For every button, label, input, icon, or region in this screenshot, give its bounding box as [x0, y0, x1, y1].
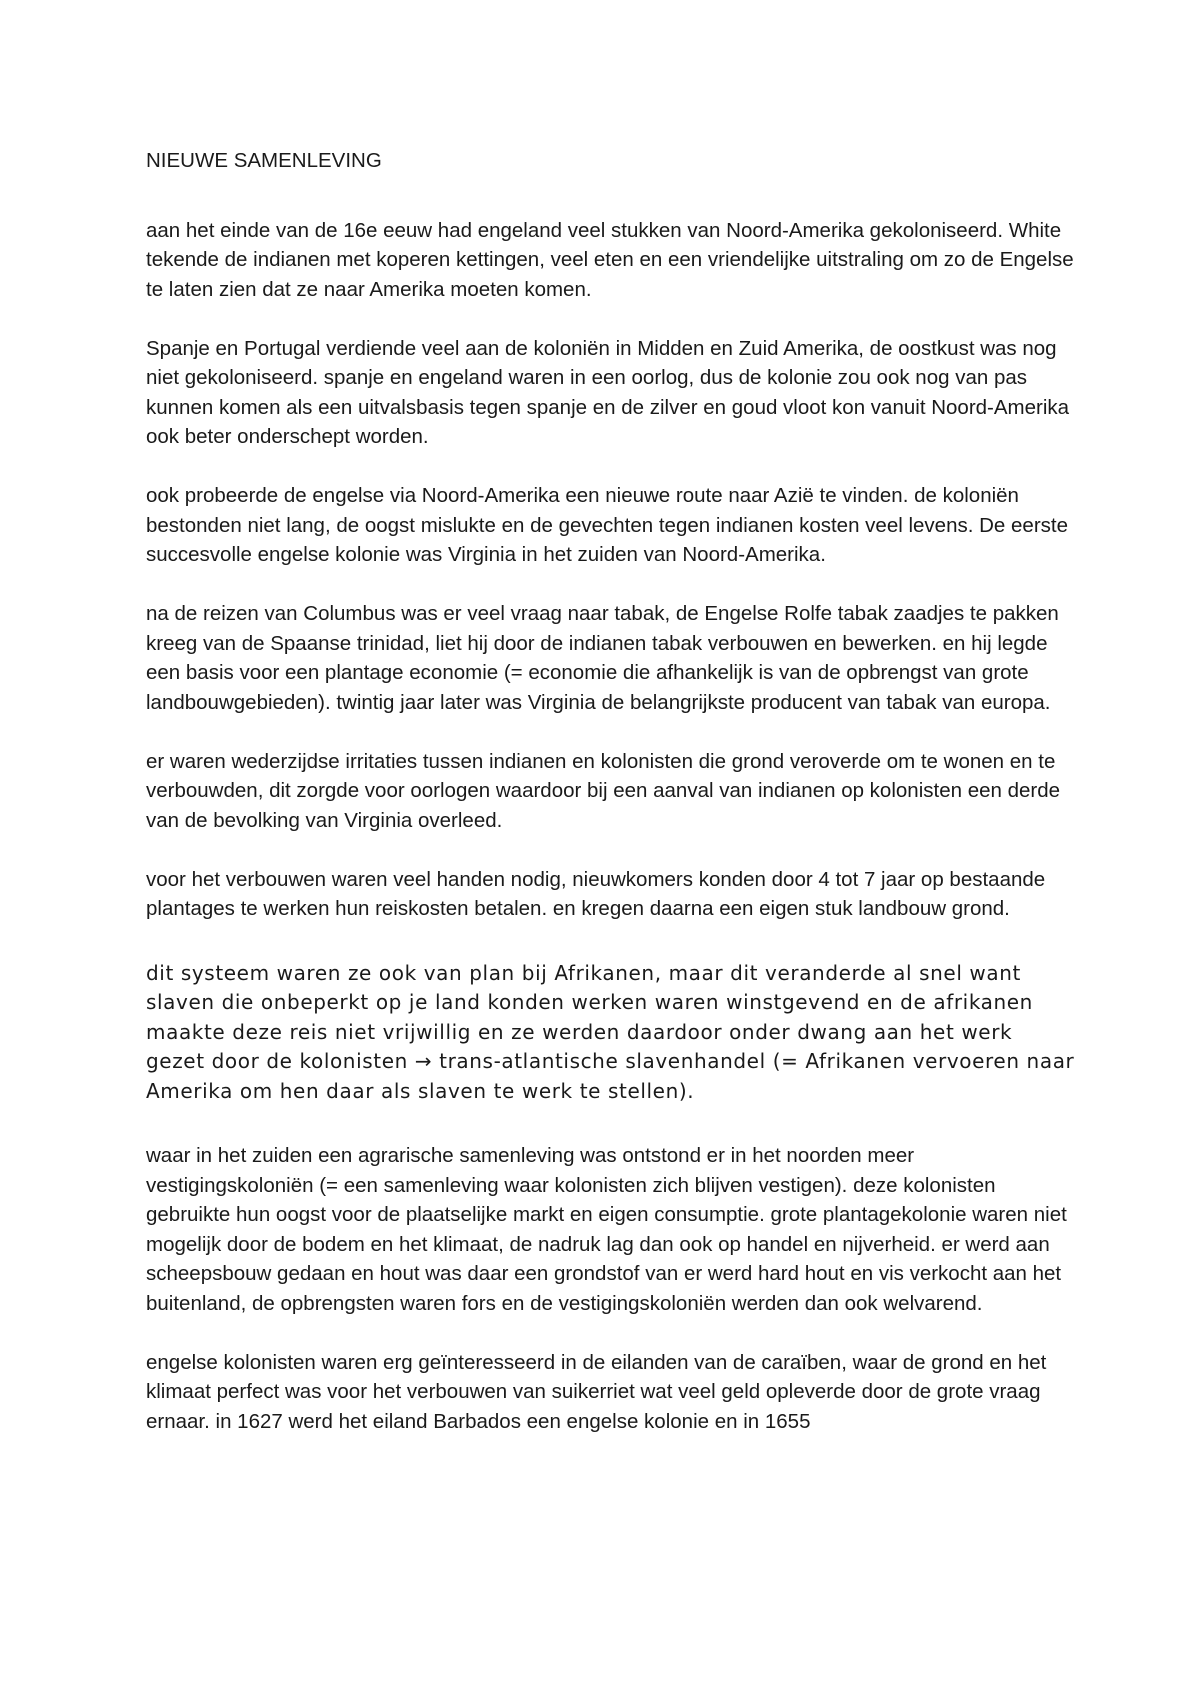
document-body	[146, 146, 1076, 1466]
paragraph-4: na de reizen van Columbus was er veel vraag naar tabak, de Engelse Rolfe tabak zaadjes te pakken kreeg van de Spaanse trinidad, liet hij door de indianen tabak verbouwen en bewerken. en hij legde een basis voor een plantage economie (= economie die afhankelijk is van de opbrengst van grote landbouwgebieden). twintig jaar later was Virginia de belangrijkste producent van tabak van europa.	[146, 602, 1059, 714]
paragraph-6: voor het verbouwen waren veel handen nodig, nieuwkomers konden door 4 tot 7 jaar op bestaande plantages te werken hun reiskosten betalen. en kregen daarna een eigen stuk landbouw grond.	[146, 867, 1046, 920]
paragraph-9: engelse kolonisten waren erg geïnteresseerd in de eilanden van de caraïben, waar de grond en het klimaat perfect was voor het verbouwen van suikerriet wat veel geld opleverde door de grote vraag ernaar. in 1627 werd het eiland Barbados een engelse kolonie en in 1655	[146, 1350, 1047, 1433]
document-title: NIEUWE SAMENLEVING	[146, 149, 382, 172]
paragraph-7: dit systeem waren ze ook van plan bij Afrikanen, maar dit veranderde al snel want slaven die onbeperkt op je land konden werken waren winstgevend en de afrikanen maakte deze reis niet vrijwillig en ze werden daardoor onder dwang aan het werk gezet door de kolonisten → trans-atlantische slavenhandel (= Afrikanen vervoeren naar Amerika om hen daar als slaven te werk te stellen).	[146, 960, 1075, 1103]
paragraph-2: Spanje en Portugal verdiende veel aan de koloniën in Midden en Zuid Amerika, de oostkust was nog niet gekoloniseerd. spanje en engeland waren in een oorlog, dus de kolonie zou ook nog van pas kunnen komen als een uitvalsbasis tegen spanje en de zilver en goud vloot kon vanuit Noord-Amerika ook beter onderschept worden.	[146, 336, 1070, 448]
paragraph-8: waar in het zuiden een agrarische samenleving was ontstond er in het noorden meer vestigingskoloniën (= een samenleving waar kolonisten zich blijven vestigen). deze kolonisten gebruikte hun oogst voor de plaatselijke markt en eigen consumptie. grote plantagekolonie waren niet mogelijk door de bodem en het klimaat, de nadruk lag dan ook op handel en nijverheid. er werd aan scheepsbouw gedaan en hout was daar een grondstof van er werd hard hout en vis verkocht aan het buitenland, de opbrengsten waren fors en de vestigingskoloniën werden dan ook welvarend.	[146, 1144, 1067, 1315]
paragraph-1: aan het einde van de 16e eeuw had engeland veel stukken van Noord-Amerika gekoloniseerd. White tekende de indianen met koperen kettingen, veel eten en een vriendelijke uitstraling om zo de Engelse te laten zien dat ze naar Amerika moeten komen.	[146, 218, 1074, 301]
paragraph-3: ook probeerde de engelse via Noord-Amerika een nieuwe route naar Azië te vinden. de koloniën bestonden niet lang, de oogst mislukte en de gevechten tegen indianen kosten veel levens. De eerste succesvolle engelse kolonie was Virginia in het zuiden van Noord-Amerika.	[146, 484, 1068, 566]
paragraph-5: er waren wederzijdse irritaties tussen indianen en kolonisten die grond veroverde om te wonen en te verbouwden, dit zorgde voor oorlogen waardoor bij een aanval van indianen op kolonisten een derde van de bevolking van Virginia overleed.	[146, 749, 1061, 832]
